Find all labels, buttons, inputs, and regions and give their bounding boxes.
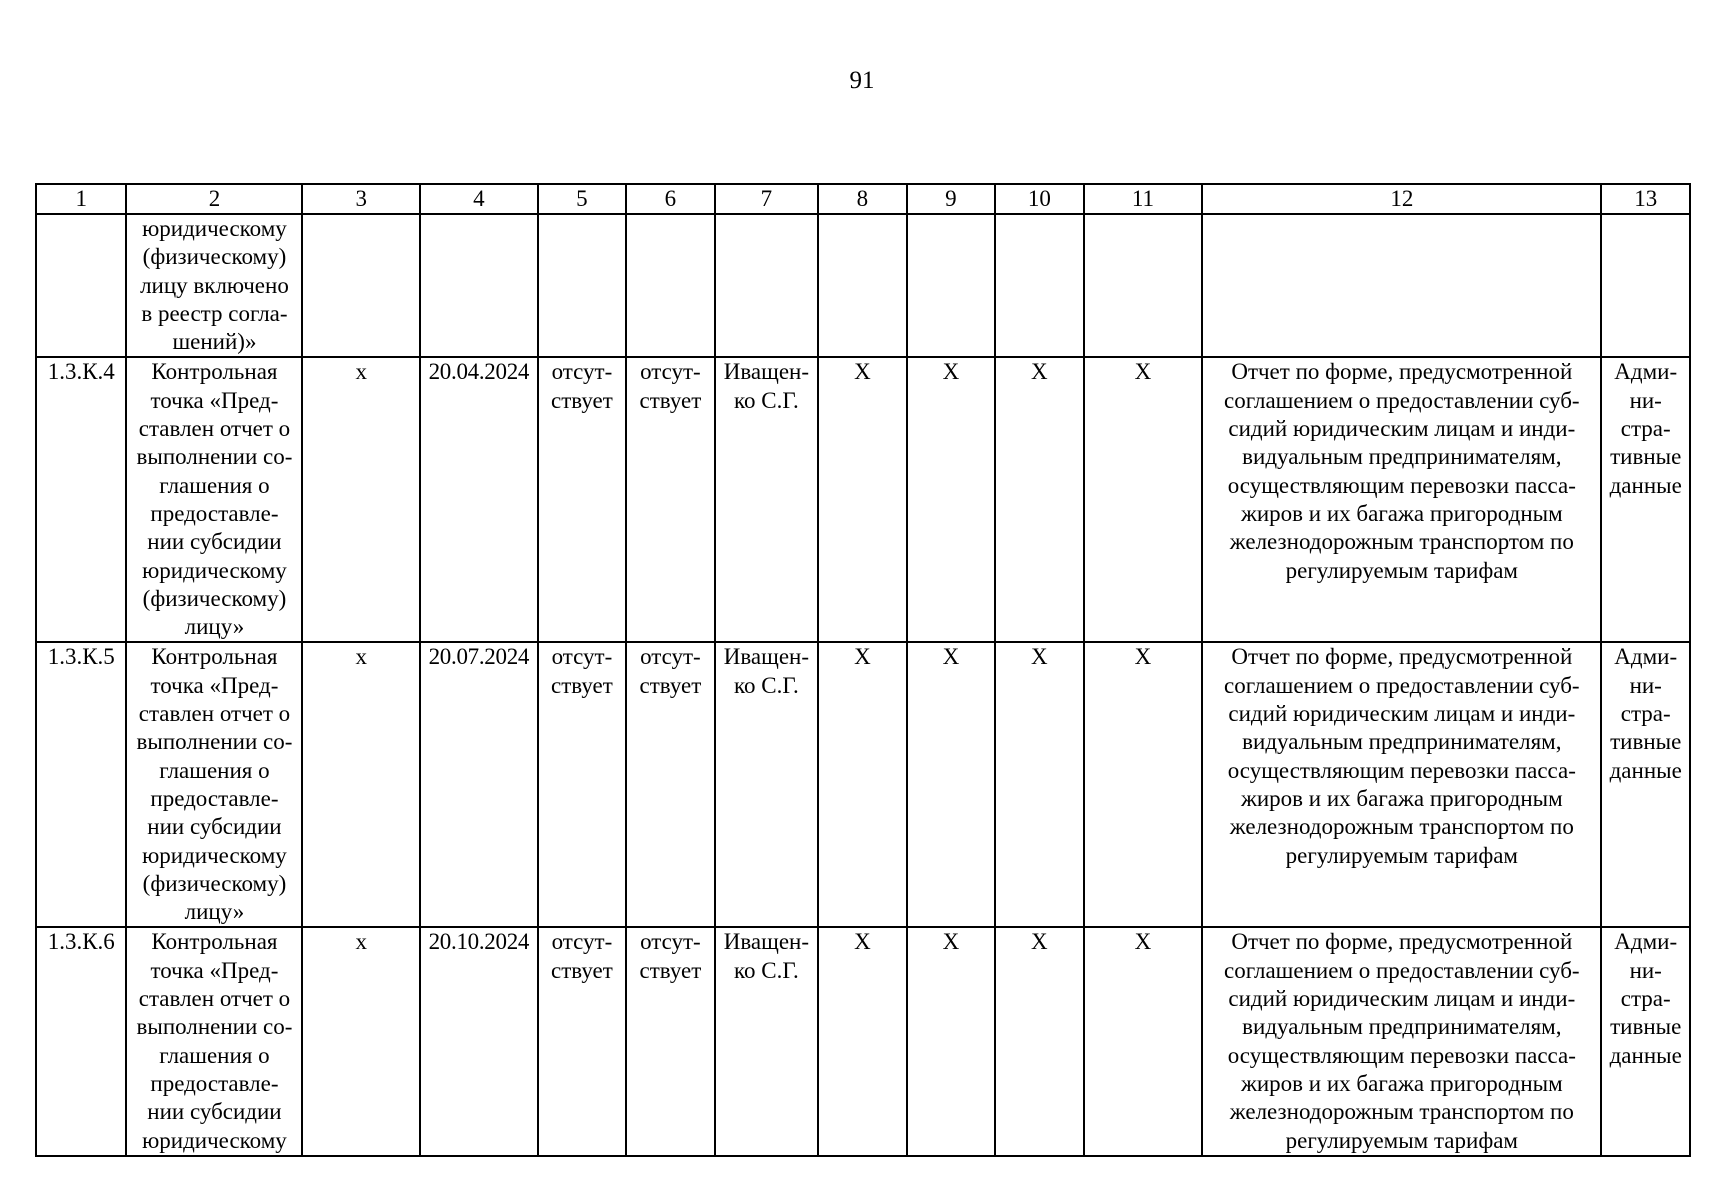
table-cell: отсут- ствует <box>538 357 626 642</box>
date-cell: 20.04.2024 <box>420 357 538 642</box>
table-cell <box>715 214 819 357</box>
table-cell <box>1601 214 1690 357</box>
column-header: 2 <box>126 184 302 214</box>
column-header: 1 <box>36 184 126 214</box>
source-cell: Адми- ни- стра- тивные данные <box>1601 642 1690 927</box>
date-cell: 20.07.2024 <box>420 642 538 927</box>
description-cell: юридическому (физическому) лицу включено в реестр согла- шений)» <box>126 214 302 357</box>
report-table <box>35 183 1691 1157</box>
column-header: 10 <box>995 184 1083 214</box>
table-cell: х <box>302 642 420 927</box>
document-cell: Отчет по форме, предусмотренной соглашением о предоставлении суб- сидий юридическим лицам и инди- видуальным предпринимателям, осуществляющим перевозки пасса- жиров и их багажа пригородным железнодорожным транспортом по регулируемым тарифам <box>1202 357 1601 642</box>
table-cell <box>1202 214 1601 357</box>
table-cell: Х <box>818 357 906 642</box>
id-cell: 1.3.К.4 <box>36 357 126 642</box>
table-row <box>36 357 1690 642</box>
description-cell: Контрольная точка «Пред- ставлен отчет о выполнении со- глашения о предоставле- нии субсидии юридическому (физическому) лицу» <box>126 357 302 642</box>
table-cell: отсут- ствует <box>538 642 626 927</box>
page-number: 91 <box>849 67 875 94</box>
table-cell <box>420 214 538 357</box>
table-cell: Х <box>907 927 995 1155</box>
column-header: 9 <box>907 184 995 214</box>
column-header: 8 <box>818 184 906 214</box>
table-cell: Х <box>907 357 995 642</box>
responsible-cell: Иващен- ко С.Г. <box>715 927 819 1155</box>
source-cell: Адми- ни- стра- тивные данные <box>1601 357 1690 642</box>
column-header: 5 <box>538 184 626 214</box>
column-header: 13 <box>1601 184 1690 214</box>
table-cell: Х <box>1084 642 1203 927</box>
table-cell: Х <box>995 357 1083 642</box>
table-cell: Х <box>818 642 906 927</box>
table-cell: Х <box>995 642 1083 927</box>
document-cell: Отчет по форме, предусмотренной соглашением о предоставлении суб- сидий юридическим лицам и инди- видуальным предпринимателям, осуществляющим перевозки пасса- жиров и их багажа пригородным железнодорожным транспортом по регулируемым тарифам <box>1202 642 1601 927</box>
column-header: 3 <box>302 184 420 214</box>
column-header: 7 <box>715 184 819 214</box>
table-cell: Х <box>995 927 1083 1155</box>
source-cell: Адми- ни- стра- тивные данные <box>1601 927 1690 1155</box>
table-row <box>36 642 1690 927</box>
table-row <box>36 214 1690 357</box>
table-cell: отсут- ствует <box>626 927 714 1155</box>
table-cell <box>995 214 1083 357</box>
table-cell <box>1084 214 1203 357</box>
table-cell: отсут- ствует <box>626 357 714 642</box>
column-header: 4 <box>420 184 538 214</box>
table-cell: Х <box>907 642 995 927</box>
table-cell <box>302 214 420 357</box>
table-cell <box>538 214 626 357</box>
table-cell: отсут- ствует <box>626 642 714 927</box>
date-cell: 20.10.2024 <box>420 927 538 1155</box>
table-cell: Х <box>818 927 906 1155</box>
table-cell <box>626 214 714 357</box>
responsible-cell: Иващен- ко С.Г. <box>715 642 819 927</box>
column-header: 12 <box>1202 184 1601 214</box>
table-cell <box>907 214 995 357</box>
table-cell: х <box>302 357 420 642</box>
document-cell: Отчет по форме, предусмотренной соглашением о предоставлении суб- сидий юридическим лицам и инди- видуальным предпринимателям, осуществляющим перевозки пасса- жиров и их багажа пригородным железнодорожным транспортом по регулируемым тарифам <box>1202 927 1601 1155</box>
description-cell: Контрольная точка «Пред- ставлен отчет о выполнении со- глашения о предоставле- нии субсидии юридическому <box>126 927 302 1155</box>
table-cell <box>36 214 126 357</box>
column-number-row <box>36 184 1690 214</box>
table-cell: Х <box>1084 357 1203 642</box>
table-cell: Х <box>1084 927 1203 1155</box>
description-cell: Контрольная точка «Пред- ставлен отчет о выполнении со- глашения о предоставле- нии субсидии юридическому (физическому) лицу» <box>126 642 302 927</box>
table-cell: х <box>302 927 420 1155</box>
table-row <box>36 927 1690 1155</box>
column-header: 11 <box>1084 184 1203 214</box>
table-cell <box>818 214 906 357</box>
id-cell: 1.3.К.6 <box>36 927 126 1155</box>
responsible-cell: Иващен- ко С.Г. <box>715 357 819 642</box>
column-header: 6 <box>626 184 714 214</box>
table-cell: отсут- ствует <box>538 927 626 1155</box>
id-cell: 1.3.К.5 <box>36 642 126 927</box>
